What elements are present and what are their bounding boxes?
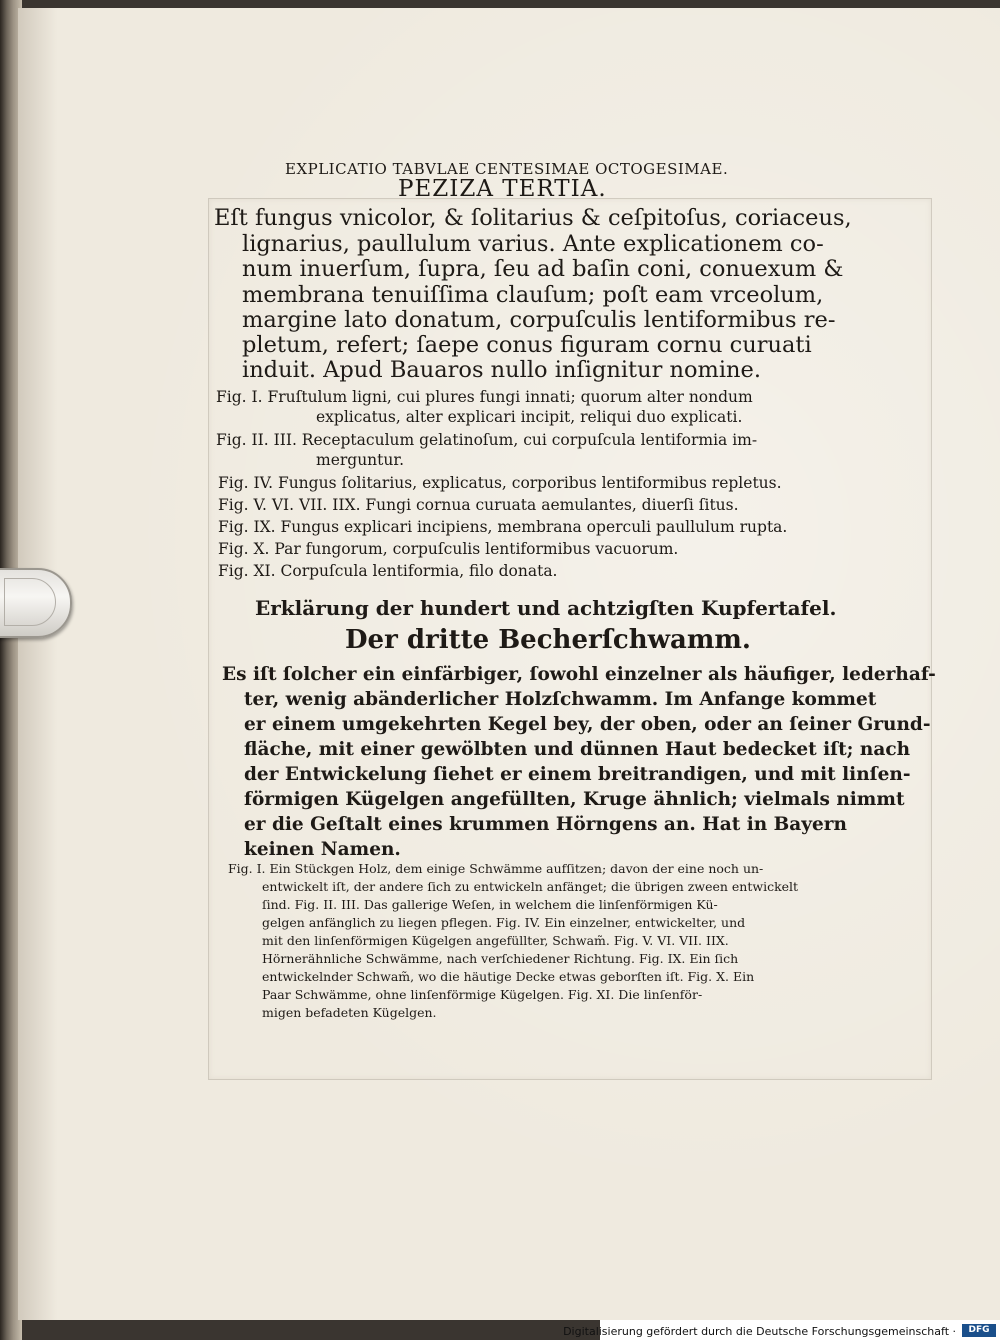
german-fig-line: entwickelt iſt, der andere ſich zu entwickeln anfänget; die übrigen zween entwickelt (262, 879, 799, 894)
german-fig-line: migen befadeten Kügelgen. (262, 1005, 437, 1020)
german-fig-line: entwickelnder Schwam̃, wo die häutige Decke etwas geborſten iſt. Fig. X. Ein (262, 969, 755, 984)
german-title-line2: Der dritte Becherſchwamm. (345, 625, 751, 655)
german-title-line1: Erklärung der hundert und achtzigſten Kupfertafel. (255, 596, 837, 620)
latin-header: EXPLICATIO TABVLAE CENTESIMAE OCTOGESIMAE. (285, 160, 729, 178)
german-fig-line: mit den linſenförmigen Kügelgen angefüllter, Schwam̃. Fig. V. VI. VII. IIX. (262, 933, 729, 948)
latin-para-line: Eſt fungus vnicolor, & ſolitarius & ceſpitoſus, coriaceus, (214, 205, 852, 231)
latin-fig-line: Fig. IV. Fungus ſolitarius, explicatus, corporibus lentiformibus repletus. (218, 474, 782, 492)
latin-fig-line: Fig. IX. Fungus explicari incipiens, membrana operculi paullulum rupta. (218, 518, 788, 536)
footer-bar (563, 1320, 1000, 1340)
german-para-line: fläche, mit einer gewölbten und dünnen Haut bedecket iſt; nach (244, 739, 911, 760)
page-clip (0, 568, 72, 638)
latin-para-line: num inuerſum, ſupra, ſeu ad baſin coni, conuexum & (242, 256, 844, 282)
german-fig-line: Hörnerähnliche Schwämme, nach verſchiedener Richtung. Fig. IX. Ein ſich (262, 951, 739, 966)
german-fig-line: gelgen anfänglich zu liegen pflegen. Fig. IV. Ein einzelner, entwickelter, und (262, 915, 746, 930)
latin-fig-line: Fig. X. Par fungorum, corpuſculis lentiformibus vacuorum. (218, 540, 679, 558)
latin-para-line: lignarius, paullulum varius. Ante explicationem co- (242, 231, 824, 257)
latin-para-line: induit. Apud Bauaros nullo inſignitur nomine. (242, 357, 762, 383)
latin-title: PEZIZA TERTIA. (398, 176, 607, 202)
latin-para-line: membrana tenuiſſima clauſum; poſt eam vrceolum, (242, 282, 824, 308)
german-para-line: förmigen Kügelgen angefüllten, Kruge ähnlich; vielmals nimmt (244, 789, 905, 810)
latin-para-line: pletum, refert; ſaepe conus figuram cornu curuati (242, 332, 812, 358)
german-para-line: ter, wenig abänderlicher Holzſchwamm. Im Anfange kommet (244, 689, 877, 710)
german-para-line: er die Geſtalt eines krummen Hörngens an. Hat in Bayern (244, 814, 847, 835)
digitization-credit: Digitalisierung gefördert durch die Deutsche Forschungsgemeinschaft · (563, 1325, 956, 1338)
latin-fig-line: merguntur. (316, 451, 405, 469)
latin-para-line: margine lato donatum, corpuſculis lentiformibus re- (242, 307, 836, 333)
german-fig-line: Fig. I. Ein Stückgen Holz, dem einige Schwämme aufſitzen; davon der eine noch un- (228, 861, 764, 876)
dfg-logo: DFG (962, 1324, 996, 1337)
latin-fig-line: explicatus, alter explicari incipit, reliqui duo explicati. (316, 408, 743, 426)
latin-fig-line: Fig. I. Fruſtulum ligni, cui plures fungi innati; quorum alter nondum (216, 388, 753, 406)
latin-fig-line: Fig. II. III. Receptaculum gelatinoſum, cui corpuſcula lentiformia im- (216, 431, 758, 449)
german-para-line: keinen Namen. (244, 839, 401, 860)
latin-fig-line: Fig. V. VI. VII. IIX. Fungi cornua curuata aemulantes, diuerſi ſitus. (218, 496, 739, 514)
german-para-line: Es iſt ſolcher ein einfärbiger, ſowohl einzelner als häufiger, lederhaf- (222, 664, 936, 685)
german-fig-line: Paar Schwämme, ohne linſenförmige Kügelgen. Fig. XI. Die linſenför- (262, 987, 703, 1002)
german-para-line: er einem umgekehrten Kegel bey, der oben, oder an ſeiner Grund- (244, 714, 931, 735)
german-para-line: der Entwickelung ſiehet er einem breitrandigen, und mit linſen- (244, 764, 911, 785)
latin-fig-line: Fig. XI. Corpuſcula lentiformia, filo donata. (218, 562, 558, 580)
german-fig-line: ſind. Fig. II. III. Das gallerige Weſen, in welchem die linſenförmigen Kü- (262, 897, 718, 912)
